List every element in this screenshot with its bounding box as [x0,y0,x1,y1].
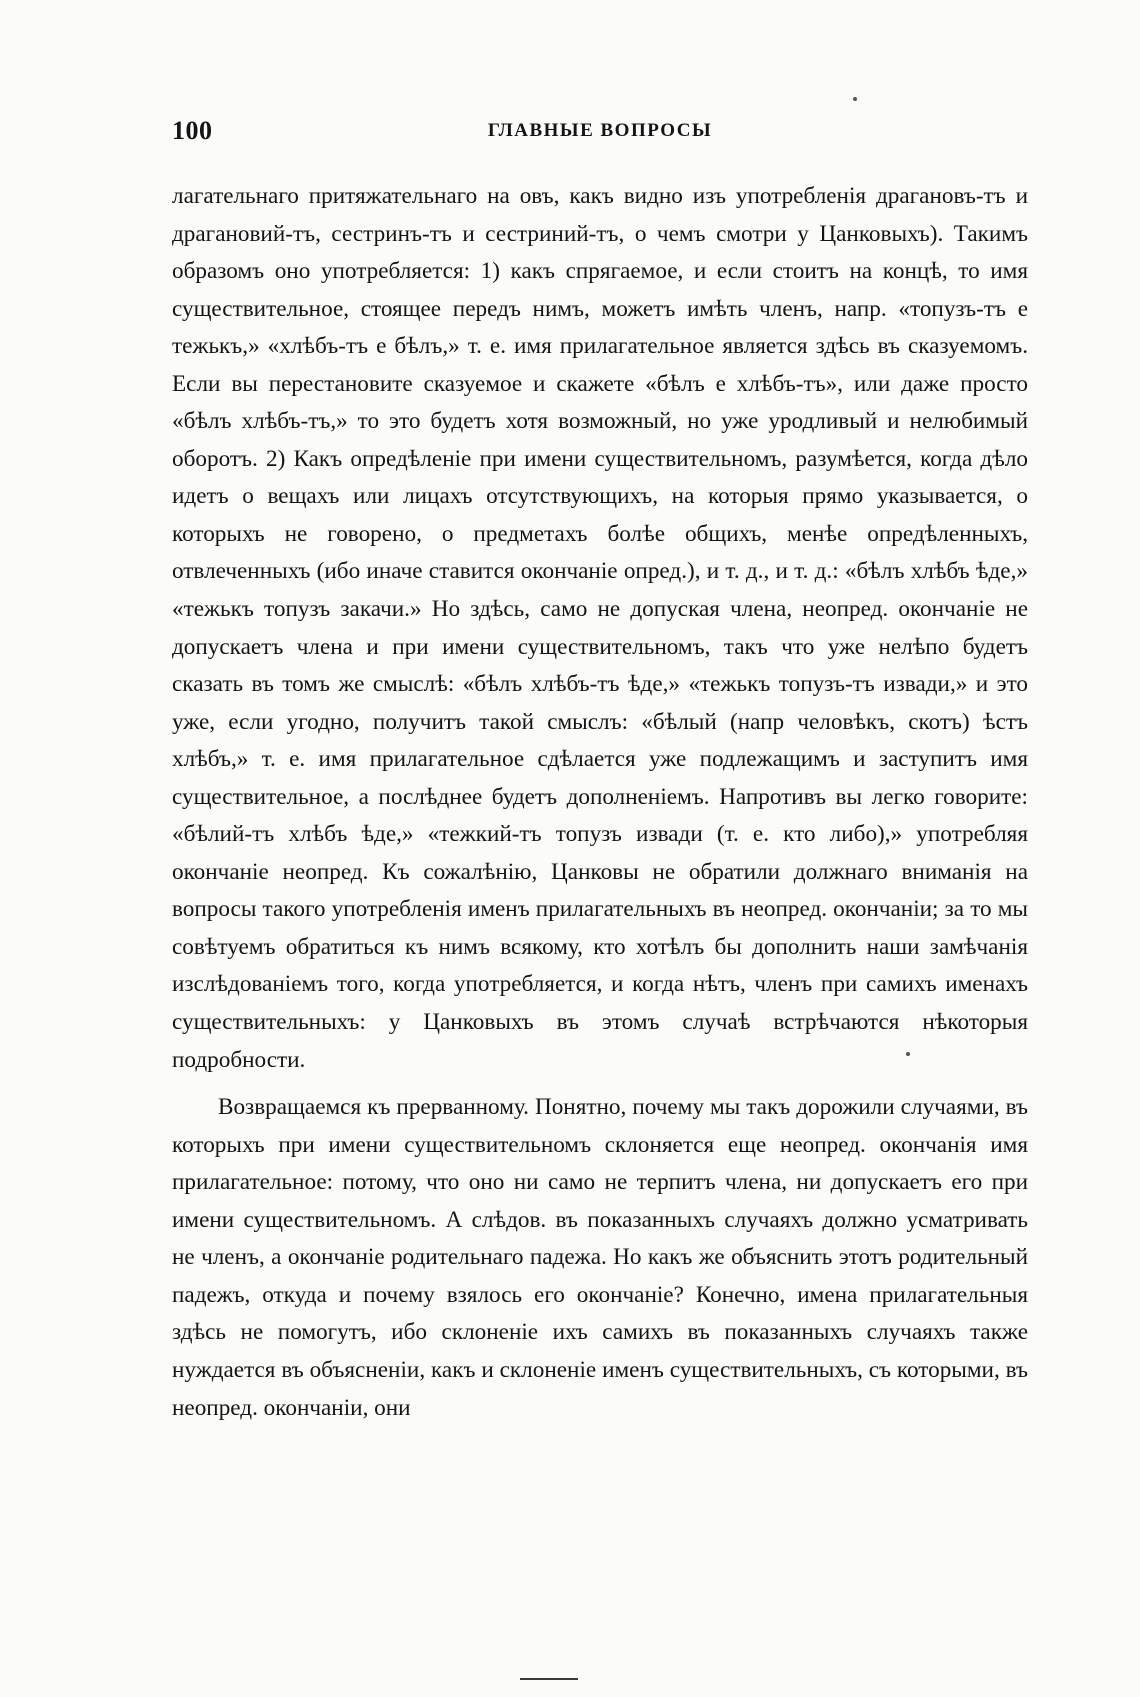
ink-speck [853,97,857,101]
page-header [172,116,1028,156]
page-number: 100 [172,116,213,145]
ink-speck [906,1052,910,1056]
body-text [172,178,1028,1427]
paragraph-2: Возвращаемся къ прерванному. Понятно, почему мы такъ дорожили случаями, въ которыхъ при имени существительномъ склоняется еще неопред. окончанія имя прилагательное: потому, что оно ни само не терпитъ члена, ни допускаетъ его при имени существительномъ. А слѣдов. въ показанныхъ случаяхъ должно усматривать не членъ, а окончаніе родительнаго падежа. Но какъ же объяснить этотъ родительный падежъ, откуда и почему взялось его окончаніе? Конечно, имена прилагательныя здѣсь не помогутъ, ибо склоненіе ихъ самихъ въ показанныхъ случаяхъ также нуждается въ объясненіи, какъ и склоненіе именъ существительныхъ, съ которыми, въ неопред. окончаніи, они [172,1094,1028,1421]
paragraph-1: лагательнаго притяжательнаго на овъ, какъ видно изъ употребленія драгановъ-тъ и драгановий-тъ, сестринъ-тъ и сестриний-тъ, о чемъ смотри у Цанковыхъ). Такимъ образомъ оно употребляется: 1) какъ спрягаемое, и если стоитъ на концѣ, то имя существительное, стоящее передъ нимъ, можетъ имѣть членъ, напр. «топузъ-тъ е тежькъ,» «хлѣбъ-тъ е бѣлъ,» т. е. имя прилагательное является здѣсь въ сказуемомъ. Если вы перестановите сказуемое и скажете «бѣлъ е хлѣбъ-тъ», или даже просто «бѣлъ хлѣбъ-тъ,» то это будетъ хотя возможный, но уже уродливый и нелюбимый оборотъ. 2) Какъ опредѣленіе при имени существительномъ, разумѣется, когда дѣло идетъ о вещахъ или лицахъ отсутствующихъ, на которыя прямо указывается, о которыхъ не говорено, о предметахъ болѣе общихъ, менѣе опредѣленныхъ, отвлеченныхъ (ибо иначе ставится окончаніе опред.), и т. д., и т. д.: «бѣлъ хлѣбъ ѣде,» «тежькъ топузъ закачи.» Но здѣсь, само не допуская члена, неопред. окончаніе не допускаетъ члена и при имени существительномъ, такъ что уже нелѣпо будетъ сказать въ томъ же смыслѣ: «бѣлъ хлѣбъ-тъ ѣде,» «тежькъ топузъ-тъ извади,» и это уже, если угодно, получитъ такой смыслъ: «бѣлый (напр человѣкъ, скотъ) ѣстъ хлѣбъ,» т. е. имя прилагательное сдѣлается уже подлежащимъ и заступитъ имя существительное, а послѣднее будетъ дополненіемъ. Напротивъ вы легко говорите: «бѣлий-тъ хлѣбъ ѣде,» «тежкий-тъ топузъ извади (т. е. кто либо),» употребляя окончаніе неопред. Къ сожалѣнію, Цанковы не обратили должнаго вниманія на вопросы такого употребленія именъ прилагательныхъ въ неопред. окончаніи; за то мы совѣтуемъ обратиться къ нимъ всякому, кто хотѣлъ бы дополнить наши замѣчанія изслѣдованіемъ того, когда употребляется, и когда нѣтъ, членъ при самихъ именахъ существительныхъ: у Цанковыхъ въ этомъ случаѣ встрѣчаются нѣкоторыя подробности. [172,183,1028,1073]
running-head: ГЛАВНЫЕ ВОПРОСЫ [487,120,713,141]
footer-rule [520,1678,578,1680]
